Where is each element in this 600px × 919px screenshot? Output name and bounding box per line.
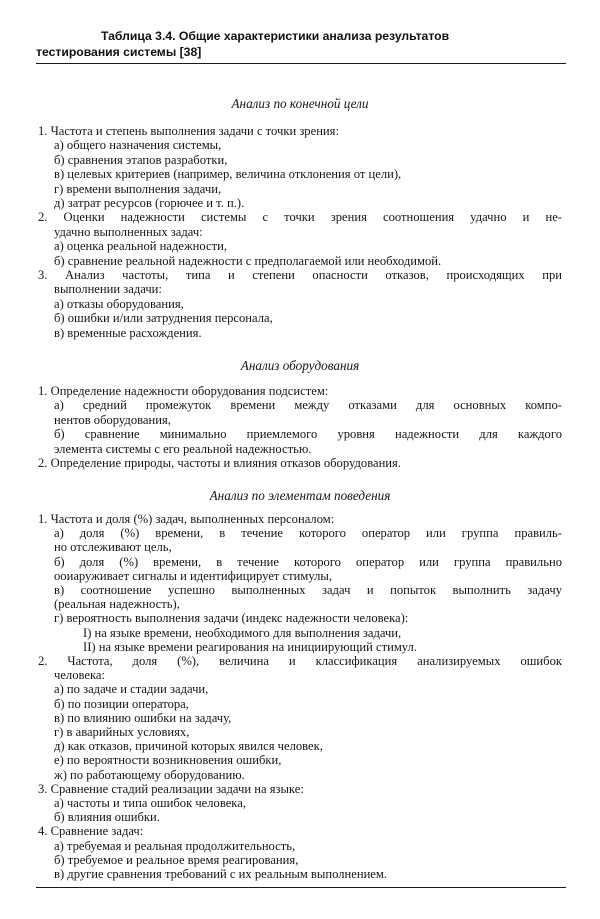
- text-line: 1. Частота и доля (%) задач, выполненных персоналом:: [38, 512, 335, 526]
- text-line: д) как отказов, причиной которых явился человек,: [54, 739, 323, 754]
- table-caption-line-1: Таблица 3.4. Общие характеристики анализа результатов: [101, 29, 450, 43]
- text-line: б) сравнение реальной надежности с предполагаемой или необходимой.: [54, 253, 442, 268]
- text-line: 2. Оценки надежности системы с точки зрения соотношения удачно и не-: [38, 210, 562, 225]
- text-line: г) вероятность выполнения задачи (индекс надежности человека):: [54, 611, 409, 626]
- text-line: выполнении задачи:: [54, 282, 162, 297]
- text-line: удачно выполненных задач:: [54, 224, 203, 239]
- text-line: 4. Сравнение задач:: [38, 824, 144, 839]
- text-line: а) отказы оборудования,: [54, 296, 184, 311]
- text-line: а) по задаче и стадии задачи,: [54, 682, 209, 697]
- text-line: б) влияния ошибки.: [54, 810, 160, 825]
- table-caption: [36, 28, 556, 60]
- text-line: а) средний промежуток времени между отказами для основных компо-: [54, 398, 562, 413]
- text-line: в) целевых критериев (например, величина отклонения от цели),: [54, 167, 402, 182]
- text-line: б) сравнения этапов разработки,: [54, 152, 228, 167]
- text-line: ж) по работающему оборудованию.: [54, 767, 245, 782]
- text-line: но отслеживают цель,: [54, 540, 172, 555]
- text-line: в) по влиянию ошибки на задачу,: [54, 710, 232, 725]
- text-line: в) соотношение успешно выполненных задач и попыток выполнить задачу: [54, 583, 562, 597]
- text-line: 2. Частота, доля (%), величина и классификация анализируемых ошибок: [38, 654, 562, 668]
- text-line: б) ошибки и/или затруднения персонала,: [54, 311, 273, 326]
- section-title-goal-analysis: Анализ по конечной цели: [231, 96, 369, 111]
- text-line: (реальная надежность),: [54, 597, 180, 612]
- text-line: а) требуемая и реальная продолжительность,: [54, 838, 296, 853]
- top-rule: [36, 63, 566, 64]
- text-line: д) затрат ресурсов (горючее и т. п.).: [54, 196, 245, 210]
- section-title-equipment-analysis: Анализ оборудования: [240, 358, 360, 373]
- text-line: г) времени выполнения задачи,: [54, 181, 222, 196]
- text-line: б) по позиции оператора,: [54, 696, 189, 711]
- text-line: б) доля (%) времени, в течение которого оператор или группа правильно: [54, 554, 562, 569]
- text-line: а) общего назначения системы,: [54, 138, 222, 153]
- text-line: ооиаруживает сигналы и идентифицирует стимулы,: [54, 568, 332, 583]
- text-line: в) другие сравнения требований с их реальным выполнением.: [54, 867, 388, 881]
- text-line: в) временные расхождения.: [54, 325, 202, 340]
- text-line: б) сравнение минимально приемлемого уровня надежности для каждого: [54, 427, 562, 442]
- text-line: е) по вероятности возникновения ошибки,: [54, 753, 282, 768]
- text-line: человека:: [54, 668, 105, 683]
- table-caption-line-2: тестирования системы [38]: [36, 45, 202, 59]
- text-line: 3. Анализ частоты, типа и степени опасности отказов, происходящих при: [38, 268, 562, 282]
- text-line: 2. Определение природы, частоты и влияния отказов оборудования.: [38, 456, 401, 470]
- text-line: нентов оборудования,: [54, 412, 171, 427]
- text-line: 1. Определение надежности оборудования подсистем:: [38, 384, 329, 398]
- text-line: б) требуемое и реальное время реагирования,: [54, 852, 299, 867]
- bottom-rule: [36, 887, 566, 888]
- section-title-behavior-analysis: Анализ по элементам поведения: [209, 488, 391, 503]
- text-line: а) оценка реальной надежности,: [54, 239, 228, 254]
- text-line: а) доля (%) времени, в течение которого оператор или группа правиль-: [54, 526, 562, 541]
- text-line: элемента системы с его реальной надежностью.: [54, 441, 312, 456]
- text-line: г) в аварийных условиях,: [54, 725, 190, 739]
- text-line: 1. Частота и степень выполнения задачи с точки зрения:: [38, 124, 339, 138]
- text-line: 3. Сравнение стадий реализации задачи на языке:: [38, 781, 304, 796]
- text-line: а) частоты и типа ошибок человека,: [54, 796, 246, 810]
- text-line: I) на языке времени, необходимого для выполнения задачи,: [83, 625, 402, 640]
- text-line: II) на языке времени реагирования на инициирующий стимул.: [83, 639, 417, 654]
